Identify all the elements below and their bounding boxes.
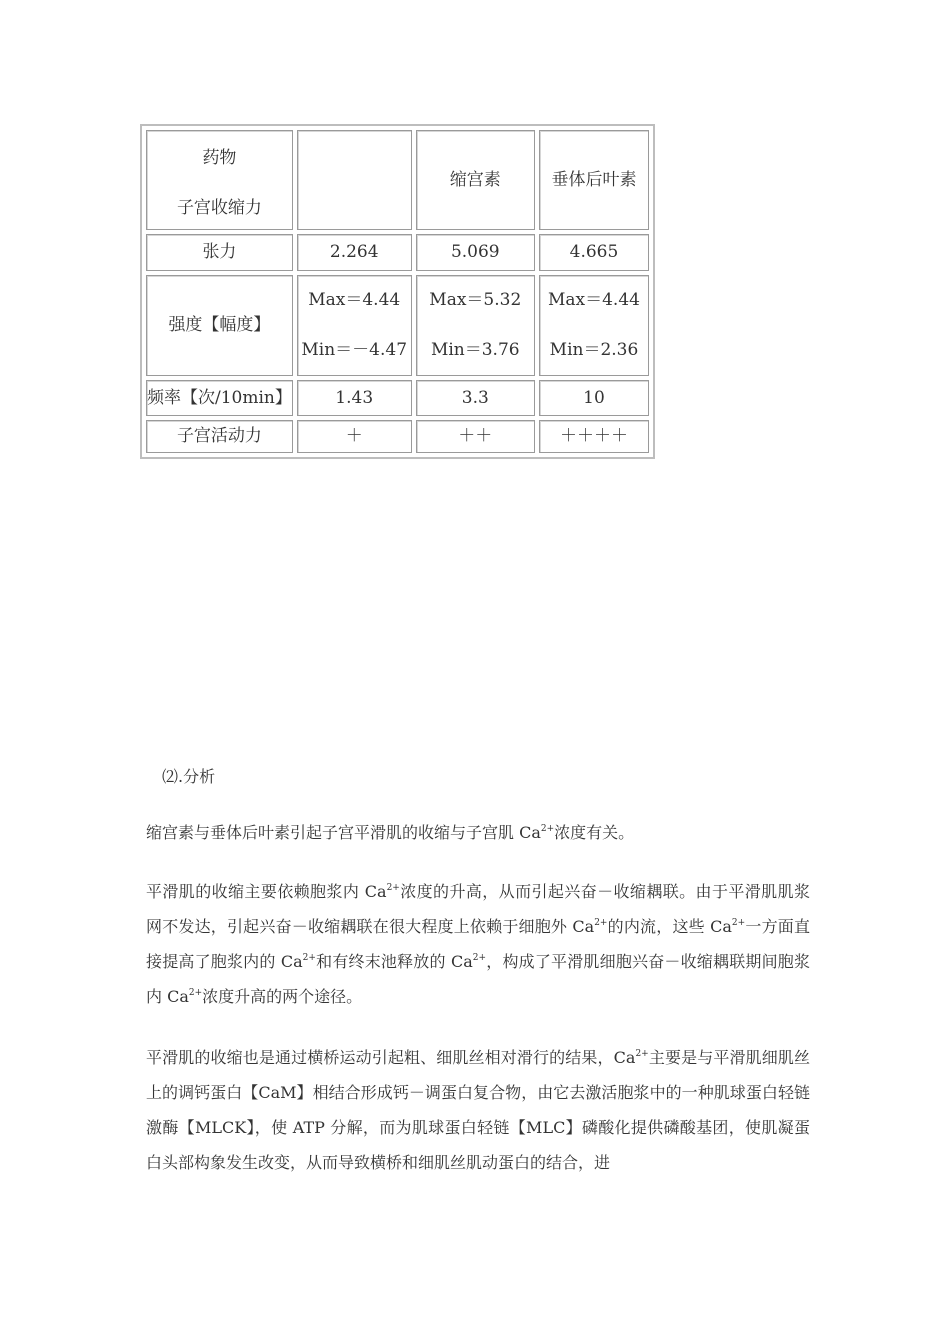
corner-bottom-label: 子宫收缩力	[176, 198, 262, 219]
table-cell	[297, 275, 412, 376]
table-cell: ＋	[297, 420, 412, 453]
table-header-row	[146, 130, 649, 230]
header-col-3: 垂体后叶素	[539, 130, 649, 230]
header-corner-cell	[146, 130, 293, 230]
table-cell: 2.264	[297, 234, 412, 271]
table-cell: 5.069	[416, 234, 535, 271]
paragraph-3: 平滑肌的收缩也是通过横桥运动引起粗、细肌丝相对滑行的结果，$Ca^{2+}$主要是与平滑肌细肌丝上的调钙蛋白【CaM】相结合形成钙－调蛋白复合物，由它去激活胞浆中的一种肌球蛋白轻链激酶【MLCK】，使 ATP 分解，而为肌球蛋白轻链【MLC】磷酸化提供磷酸基团，使肌凝蛋白头部构象发生改变，从而导致横桥和细肌丝肌动蛋白的结合，进	[146, 1048, 810, 1172]
data-table	[142, 126, 653, 457]
table-row-activity	[146, 420, 649, 453]
row-label: 频率【次/10min】	[146, 380, 293, 416]
max-value: Max＝4.44	[308, 290, 401, 311]
table-cell: 4.665	[539, 234, 649, 271]
section-title: ⑵.分析	[162, 767, 216, 786]
table-cell: ＋＋＋＋	[539, 420, 649, 453]
corner-top-label: 药物	[202, 147, 237, 168]
min-value: Min＝－4.47	[301, 340, 408, 361]
table-row-intensity	[146, 275, 649, 376]
max-value: Max＝4.44	[547, 290, 640, 311]
table-row-frequency	[146, 380, 649, 416]
max-value: Max＝5.32	[429, 290, 522, 311]
paragraph-1: 缩宫素与垂体后叶素引起子宫平滑肌的收缩与子宫肌 $Ca^{2+}$浓度有关。	[146, 823, 635, 842]
row-label: 子宫活动力	[146, 420, 293, 453]
table-cell: 1.43	[297, 380, 412, 416]
min-value: Min＝3.76	[430, 340, 520, 361]
header-col-1	[297, 130, 412, 230]
table-row-tension	[146, 234, 649, 271]
header-col-2: 缩宫素	[416, 130, 535, 230]
table-cell: 3.3	[416, 380, 535, 416]
row-label: 张力	[146, 234, 293, 271]
paragraph-2: 平滑肌的收缩主要依赖胞浆内 $Ca^{2+}$浓度的升高，从而引起兴奋－收缩耦联。由于平滑肌肌浆网不发达，引起兴奋－收缩耦联在很大程度上依赖于细胞外 $Ca^{2+}$的内流，这些 $Ca^{2+}$一方面直接提高了胞浆内的 $Ca^{2+}$和有终末池释放的 $Ca^{2+}$，构成了平滑肌细胞兴奋－收缩耦联期间胞浆内 $Ca^{2+}$浓度升高的两个途径。	[146, 882, 810, 1006]
drug-effect-table	[140, 124, 655, 459]
table-cell: 10	[539, 380, 649, 416]
min-value: Min＝2.36	[549, 340, 639, 361]
table-cell: ＋＋	[416, 420, 535, 453]
table-cell	[539, 275, 649, 376]
table-cell	[416, 275, 535, 376]
row-label: 强度【幅度】	[146, 275, 293, 376]
